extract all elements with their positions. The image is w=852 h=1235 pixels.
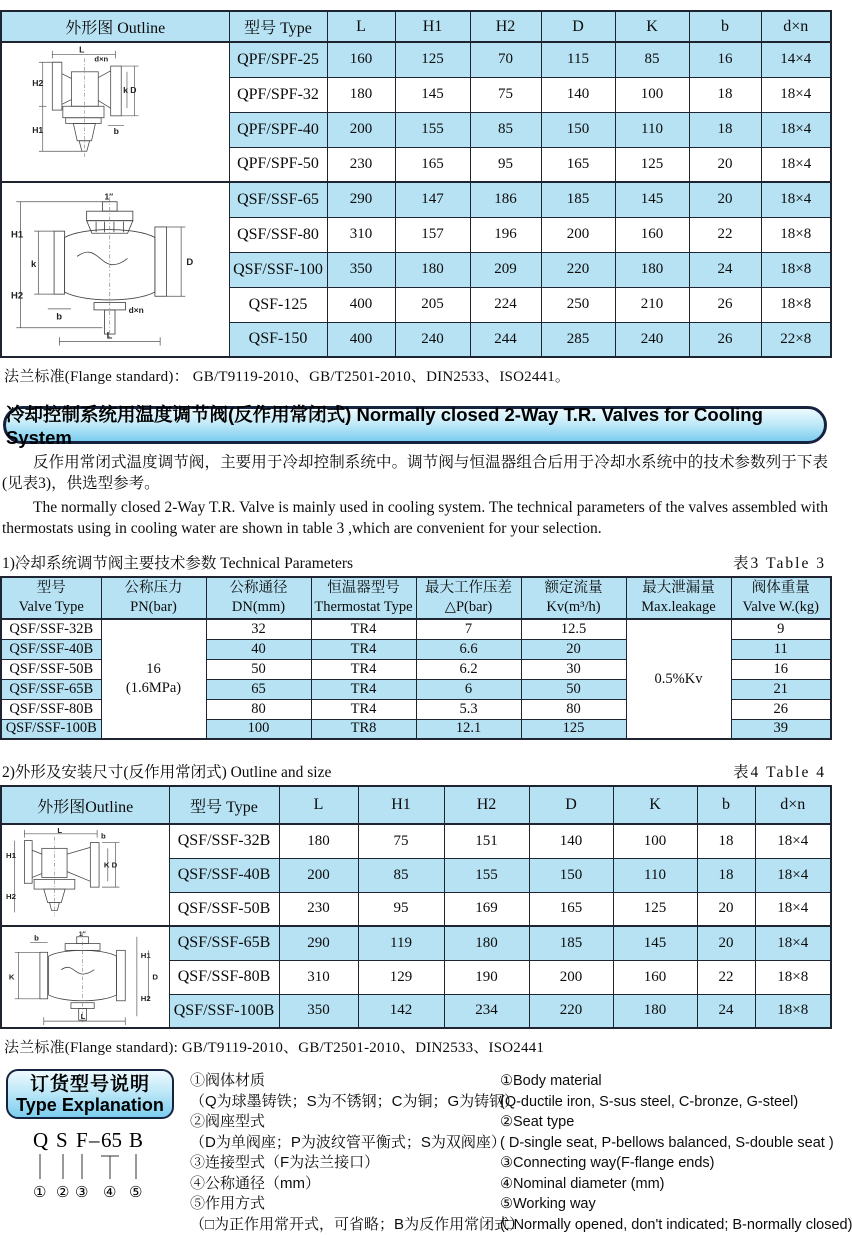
svg-text:①: ① (33, 1184, 46, 1201)
col-header-H2: H2 (470, 11, 541, 42)
cell-value: 26 (689, 287, 761, 322)
col-header-H1: H1 (358, 786, 444, 824)
cell-value: 18×4 (761, 112, 831, 147)
cell-value: 6.2 (416, 659, 521, 679)
svg-text:H2: H2 (6, 891, 16, 900)
dimension-table-1 (0, 10, 832, 358)
svg-text:③: ③ (75, 1184, 88, 1201)
cell-value: 350 (327, 252, 395, 287)
cell-value: 24 (697, 994, 755, 1028)
cell-value: 39 (731, 719, 831, 739)
svg-text:⑤: ⑤ (129, 1184, 142, 1201)
cell-value: 18×4 (761, 147, 831, 182)
cell-value: 210 (615, 287, 689, 322)
svg-text:–: – (88, 1128, 100, 1152)
svg-text:H1: H1 (11, 229, 23, 240)
cell-value: 95 (358, 892, 444, 926)
svg-text:②: ② (56, 1184, 69, 1201)
col-header-weight: 阀体重量 Valve W.(kg) (731, 577, 831, 619)
col-header-kv: 额定流量 Kv(m³/h) (521, 577, 626, 619)
cell-value: 5.3 (416, 699, 521, 719)
svg-text:B: B (129, 1128, 143, 1152)
cell-value: 220 (541, 252, 615, 287)
cell-value: 9 (731, 619, 831, 639)
svg-text:D: D (187, 256, 194, 267)
cell-value: 75 (470, 77, 541, 112)
cell-value: 155 (444, 858, 529, 892)
cell-value: 110 (613, 858, 697, 892)
cell-value: TR4 (311, 639, 416, 659)
table-3-ref: 表3 Table 3 (733, 551, 826, 573)
col-header-thermostat: 恒温器型号 Thermostat Type (311, 577, 416, 619)
col-header-pn: 公称压力 PN(bar) (101, 577, 206, 619)
cell-value: 125 (613, 892, 697, 926)
valve-outline-drawing-b2 (1, 926, 169, 1028)
cell-value: 125 (521, 719, 626, 739)
cell-value: 115 (541, 42, 615, 77)
svg-text:k D: k D (123, 85, 136, 95)
cell-type: QSF/SSF-32B (1, 619, 101, 639)
cell-value: 20 (521, 639, 626, 659)
cell-type: QSF/SSF-100B (169, 994, 279, 1028)
technical-parameters-table (0, 576, 832, 740)
cell-value: 151 (444, 824, 529, 858)
cell-type: QPF/SPF-50 (229, 147, 327, 182)
cell-value: 200 (279, 858, 358, 892)
valve-outline-drawing-qsf (1, 182, 229, 357)
svg-text:F: F (76, 1128, 88, 1152)
type-explanation-left (0, 1069, 190, 1235)
cell-type: QSF/SSF-50B (1, 659, 101, 679)
cell-value: 185 (529, 926, 613, 960)
table-4-ref: 表4 Table 4 (733, 760, 826, 782)
cell-value: 119 (358, 926, 444, 960)
svg-text:b: b (56, 311, 62, 322)
cell-value: TR8 (311, 719, 416, 739)
cell-value: 145 (613, 926, 697, 960)
cell-value: 350 (279, 994, 358, 1028)
cell-type: QSF/SSF-80B (169, 960, 279, 994)
cell-value: 6.6 (416, 639, 521, 659)
cell-value: 18×4 (755, 858, 831, 892)
svg-text:D: D (153, 972, 159, 981)
col-header-D: D (529, 786, 613, 824)
cell-type: QPF/SPF-32 (229, 77, 327, 112)
cell-value: 18 (697, 858, 755, 892)
cell-type: QSF/SSF-40B (169, 858, 279, 892)
cell-value: 18×8 (755, 960, 831, 994)
col-header-b: b (697, 786, 755, 824)
flange-standard-note-2: 法兰标准(Flange standard): GB/T9119-2010、GB/T2501-2010、DIN2533、ISO2441 (4, 1036, 830, 1057)
svg-text:H2: H2 (32, 78, 43, 88)
svg-text:L: L (81, 1012, 86, 1021)
cell-type: QSF/SSF-80 (229, 217, 327, 252)
svg-text:H2: H2 (141, 993, 151, 1002)
valve-outline-drawing-b1 (1, 824, 169, 926)
svg-text:b: b (101, 831, 106, 840)
table-row (1, 926, 831, 960)
cell-value: 310 (279, 960, 358, 994)
cell-value: 100 (206, 719, 311, 739)
cell-value: 100 (615, 77, 689, 112)
legend-line: （D为单阀座；P为波纹管平衡式；S为双阀座） (190, 1133, 500, 1154)
cell-value: 75 (358, 824, 444, 858)
cell-value: 165 (395, 147, 470, 182)
cell-value: 290 (327, 182, 395, 217)
cell-value: 180 (615, 252, 689, 287)
cell-type: QSF-150 (229, 322, 327, 357)
table-row (1, 182, 831, 217)
cell-value: 230 (327, 147, 395, 182)
section-1-title: 1)冷却系统调节阀主要技术参数 Technical Parameters (2, 551, 353, 573)
svg-text:d×n: d×n (129, 305, 144, 315)
cell-value: 200 (327, 112, 395, 147)
type-explanation-title-box (6, 1069, 174, 1119)
svg-text:H2: H2 (11, 290, 23, 301)
cell-value: 14×4 (761, 42, 831, 77)
model-code-diagram (13, 1127, 183, 1205)
cell-value: 186 (470, 182, 541, 217)
valve-drawing-1 (21, 45, 209, 179)
cell-value: 18×4 (755, 892, 831, 926)
cell-value: 24 (689, 252, 761, 287)
intro-paragraph-cn: 反作用常闭式温度调节阀，主要用于冷却控制系统中。调节阀与恒温器组合后用于冷却水系统中的技术参数列于下表(见表3)，供选型参考。 (2, 452, 828, 494)
svg-text:b: b (34, 933, 39, 942)
cell-value: 50 (206, 659, 311, 679)
cell-value: 70 (470, 42, 541, 77)
svg-text:Q: Q (33, 1128, 48, 1152)
svg-text:S: S (56, 1128, 68, 1152)
cell-value: 224 (470, 287, 541, 322)
cell-type: QSF-125 (229, 287, 327, 322)
col-header-type: 型号 Type (229, 11, 327, 42)
cell-value: 100 (613, 824, 697, 858)
cell-value: 200 (529, 960, 613, 994)
catalog-page (0, 10, 830, 1223)
cell-value: 155 (395, 112, 470, 147)
cell-value: 180 (395, 252, 470, 287)
valve-drawing-4 (5, 928, 165, 1027)
cell-value: 7 (416, 619, 521, 639)
cell-value: 180 (613, 994, 697, 1028)
cell-value: 26 (731, 699, 831, 719)
cell-type: QSF/SSF-32B (169, 824, 279, 858)
svg-text:65: 65 (101, 1128, 122, 1152)
cell-value: 220 (529, 994, 613, 1028)
cell-value: 165 (541, 147, 615, 182)
valve-drawing-3 (5, 827, 165, 924)
cell-value: 285 (541, 322, 615, 357)
cell-value: 85 (358, 858, 444, 892)
cell-value: 20 (697, 926, 755, 960)
cell-value: 18 (689, 77, 761, 112)
cell-value: 290 (279, 926, 358, 960)
table-row (1, 619, 831, 639)
legend-line: ⑤Working way (500, 1194, 852, 1215)
cell-value: 18×8 (761, 217, 831, 252)
cell-type: QSF/SSF-65 (229, 182, 327, 217)
cell-value: TR4 (311, 679, 416, 699)
cell-value: 18 (697, 824, 755, 858)
cell-type: QPF/SPF-25 (229, 42, 327, 77)
cell-value: 244 (470, 322, 541, 357)
cell-value: 180 (444, 926, 529, 960)
svg-text:1″: 1″ (79, 930, 87, 937)
cell-value: 18×8 (761, 252, 831, 287)
legend-line: (□Normally opened, don't indicated; B-normally closed) (500, 1215, 852, 1235)
cell-value: 240 (395, 322, 470, 357)
cell-value: 180 (279, 824, 358, 858)
col-header-H1: H1 (395, 11, 470, 42)
cell-value: 160 (613, 960, 697, 994)
cell-value: 310 (327, 217, 395, 252)
cell-value: 20 (689, 147, 761, 182)
cell-value: 6 (416, 679, 521, 699)
col-header-valve-type: 型号 Valve Type (1, 577, 101, 619)
cell-value: 11 (731, 639, 831, 659)
flange-standard-note-1: 法兰标准(Flange standard)： GB/T9119-2010、GB/T2501-2010、DIN2533、ISO2441。 (4, 365, 830, 386)
legend-line: ②Seat type (500, 1112, 852, 1133)
cell-value: 125 (615, 147, 689, 182)
cell-value: 185 (541, 182, 615, 217)
valve-outline-drawing-qpf (1, 42, 229, 182)
cell-value: 230 (279, 892, 358, 926)
cell-value: 180 (327, 77, 395, 112)
cell-value: 140 (529, 824, 613, 858)
valve-drawing-2 (10, 190, 220, 350)
cell-value: 80 (521, 699, 626, 719)
cell-value: TR4 (311, 619, 416, 639)
cell-value: 160 (615, 217, 689, 252)
cell-value: 400 (327, 322, 395, 357)
type-explanation-title-en: Type Explanation (16, 1095, 164, 1115)
cell-value: 30 (521, 659, 626, 679)
cell-value: 129 (358, 960, 444, 994)
outline-column-header: 外形图Outline (1, 786, 169, 824)
cell-value: 18×8 (761, 287, 831, 322)
cell-value: 16 (689, 42, 761, 77)
legend-line: ⑤作用方式 (190, 1194, 500, 1215)
section-2-heading (2, 760, 826, 782)
col-header-L: L (327, 11, 395, 42)
svg-text:k: k (31, 258, 37, 269)
table-header-row (1, 786, 831, 824)
cell-pn-merged: 16 (1.6MPa) (101, 619, 206, 739)
cell-value: 18×8 (755, 994, 831, 1028)
svg-text:1″: 1″ (105, 191, 114, 201)
section-1-heading (2, 551, 826, 573)
legend-line: ①阀体材质 (190, 1071, 500, 1092)
cell-value: 190 (444, 960, 529, 994)
svg-text:H1: H1 (6, 851, 17, 860)
svg-text:L: L (107, 330, 113, 341)
cell-value: 157 (395, 217, 470, 252)
section-title-banner: 冷却控制系统用温度调节阀(反作用常闭式) Normally closed 2-Way T.R. Valves for Cooling System (3, 406, 827, 444)
legend-line: ①Body material (500, 1071, 852, 1092)
outline-column-header: 外形图 Outline (1, 11, 229, 42)
svg-text:b: b (114, 126, 119, 136)
cell-value: 196 (470, 217, 541, 252)
cell-value: 95 (470, 147, 541, 182)
cell-value: 20 (697, 892, 755, 926)
col-header-b: b (689, 11, 761, 42)
cell-value: 22 (689, 217, 761, 252)
cell-type: QSF/SSF-65B (169, 926, 279, 960)
cell-value: TR4 (311, 659, 416, 679)
type-explanation-items-en (500, 1069, 852, 1235)
cell-value: 50 (521, 679, 626, 699)
legend-line: ④公称通径（mm） (190, 1174, 500, 1195)
cell-value: 142 (358, 994, 444, 1028)
cell-value: 18×4 (761, 77, 831, 112)
cell-value: 150 (529, 858, 613, 892)
cell-value: 85 (470, 112, 541, 147)
type-explanation-items-cn (190, 1069, 500, 1235)
svg-text:d×n: d×n (95, 54, 109, 63)
cell-value: 140 (541, 77, 615, 112)
cell-value: 85 (615, 42, 689, 77)
cell-value: TR4 (311, 699, 416, 719)
col-header-dxn: d×n (761, 11, 831, 42)
cell-value: 22 (697, 960, 755, 994)
legend-line: ③连接型式（F为法兰接口） (190, 1153, 500, 1174)
cell-type: QSF/SSF-80B (1, 699, 101, 719)
cell-value: 21 (731, 679, 831, 699)
legend-line: ②阀座型式 (190, 1112, 500, 1133)
cell-value: 150 (541, 112, 615, 147)
col-header-dp: 最大工作压差 △P(bar) (416, 577, 521, 619)
cell-type: QSF/SSF-100B (1, 719, 101, 739)
cell-type: QSF/SSF-100 (229, 252, 327, 287)
cell-value: 200 (541, 217, 615, 252)
legend-line: （□为正作用常开式，可省略；B为反作用常闭式） (190, 1215, 500, 1235)
legend-line: ③Connecting way(F-flange ends) (500, 1153, 852, 1174)
cell-value: 169 (444, 892, 529, 926)
intro-paragraph-en: The normally closed 2-Way T.R. Valve is mainly used in cooling system. The technical parameters of the valves assembled with thermostats using in cooling water are shown in table 3 ,which are convenient for your selection. (2, 497, 828, 539)
cell-value: 12.5 (521, 619, 626, 639)
cell-value: 250 (541, 287, 615, 322)
col-header-K: K (613, 786, 697, 824)
svg-text:H1: H1 (32, 125, 43, 135)
cell-value: 16 (731, 659, 831, 679)
cell-leakage-merged: 0.5%Kv (626, 619, 731, 739)
cell-value: 125 (395, 42, 470, 77)
cell-value: 110 (615, 112, 689, 147)
svg-text:K D: K D (104, 860, 118, 869)
table-row (1, 824, 831, 858)
cell-value: 240 (615, 322, 689, 357)
cell-value: 12.1 (416, 719, 521, 739)
cell-value: 40 (206, 639, 311, 659)
cell-value: 32 (206, 619, 311, 639)
cell-type: QPF/SPF-40 (229, 112, 327, 147)
cell-value: 209 (470, 252, 541, 287)
table-row (1, 42, 831, 77)
cell-type: QSF/SSF-65B (1, 679, 101, 699)
cell-value: 400 (327, 287, 395, 322)
cell-value: 160 (327, 42, 395, 77)
table-header-row (1, 577, 831, 619)
legend-line: ④Nominal diameter (mm) (500, 1174, 852, 1195)
legend-line: (Q-ductile iron, S-sus steel, C-bronze, G-steel) (500, 1092, 852, 1113)
cell-value: 145 (395, 77, 470, 112)
cell-value: 26 (689, 322, 761, 357)
col-header-D: D (541, 11, 615, 42)
svg-text:L: L (58, 825, 63, 834)
cell-value: 18 (689, 112, 761, 147)
col-header-H2: H2 (444, 786, 529, 824)
svg-text:K: K (9, 972, 15, 981)
cell-value: 18×4 (755, 926, 831, 960)
svg-text:L: L (79, 45, 84, 55)
section-2-title: 2)外形及安装尺寸(反作用常闭式) Outline and size (2, 760, 331, 782)
cell-value: 20 (689, 182, 761, 217)
cell-type: QSF/SSF-50B (169, 892, 279, 926)
svg-text:④: ④ (103, 1184, 116, 1201)
cell-value: 205 (395, 287, 470, 322)
col-header-dn: 公称通径 DN(mm) (206, 577, 311, 619)
cell-value: 147 (395, 182, 470, 217)
cell-value: 18×4 (761, 182, 831, 217)
legend-line: ( D-single seat, P-bellows balanced, S-double seat ) (500, 1133, 852, 1154)
col-header-dxn: d×n (755, 786, 831, 824)
col-header-type: 型号 Type (169, 786, 279, 824)
col-header-K: K (615, 11, 689, 42)
table-header-row (1, 11, 831, 42)
cell-value: 145 (615, 182, 689, 217)
cell-value: 18×4 (755, 824, 831, 858)
type-explanation-section (0, 1069, 830, 1235)
cell-type: QSF/SSF-40B (1, 639, 101, 659)
cell-value: 22×8 (761, 322, 831, 357)
col-header-leakage: 最大泄漏量 Max.leakage (626, 577, 731, 619)
svg-text:H1: H1 (141, 951, 152, 960)
type-explanation-title-cn: 订货型号说明 (30, 1074, 150, 1095)
cell-value: 80 (206, 699, 311, 719)
cell-value: 234 (444, 994, 529, 1028)
cell-value: 165 (529, 892, 613, 926)
outline-size-table (0, 785, 832, 1029)
col-header-L: L (279, 786, 358, 824)
legend-line: （Q为球墨铸铁；S为不锈钢；C为铜；G为铸钢） (190, 1092, 500, 1113)
cell-value: 65 (206, 679, 311, 699)
